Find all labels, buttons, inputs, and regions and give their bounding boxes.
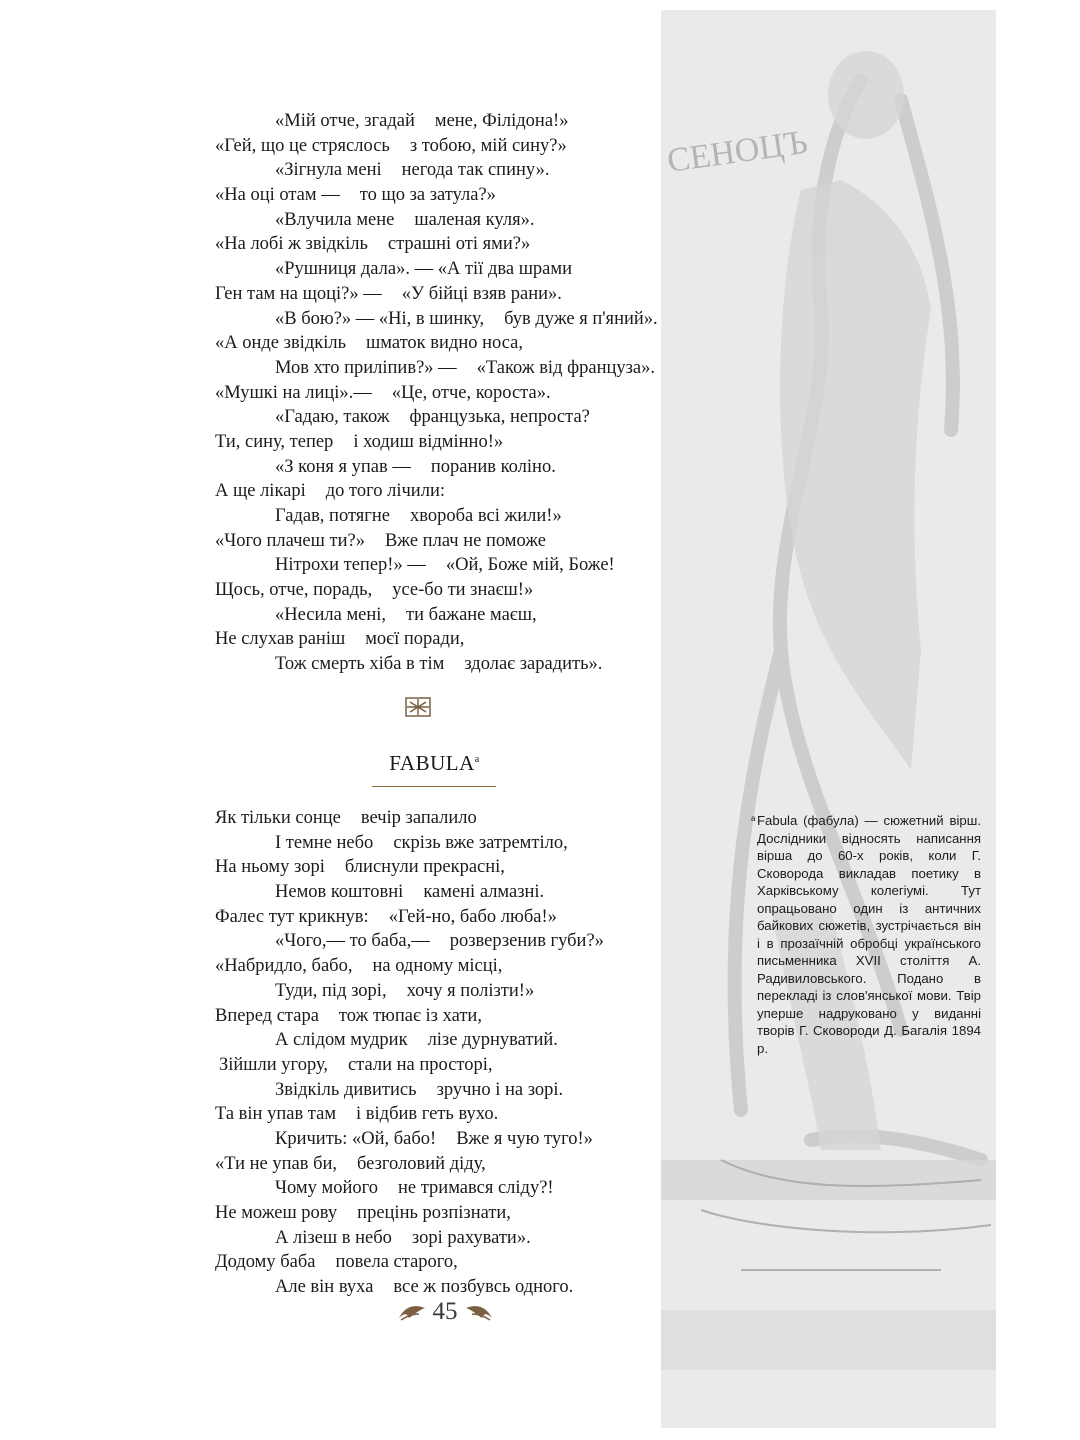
verse-line [215,652,715,677]
verse-segment: Як тільки сонце [215,808,341,828]
verse-segment: був дуже я п'яний». [504,308,658,329]
verse-segment: і ходиш відмінно!» [353,431,504,452]
verse-segment: повела старого, [335,1252,458,1273]
verse-segment: стали на просторі, [347,1054,493,1075]
verse-segment: «Також від француза». [476,357,656,378]
verse-segment: до того лічили: [325,481,445,502]
verse-line [215,880,715,905]
verse-segment: Але він вуха [275,1277,374,1298]
section-title: $FABULA^а$ [389,751,480,775]
verse-segment: усе-бо ти знаєш!» [392,580,534,601]
verse-segment: «Ти не упав би, [215,1153,338,1174]
verse-segment: «Рушниця дала». — «А тії два шрами [275,259,573,280]
verse-line [215,307,715,332]
verse-segment: «Несила мені, [275,604,387,625]
verse-line [215,831,715,856]
verse-segment: то що за затула?» [359,185,496,206]
verse-segment: Додому баба [215,1252,316,1273]
verse-line [215,405,715,430]
verse-line [215,1127,715,1152]
verse-segment: безголовий діду, [357,1153,486,1174]
verse-line [215,553,715,578]
footnote: а Fabula (фабула) — сюжетний вірш. Дослідники відносять написання вірша до 60-х років, коли Г. Сковорода викладав поетику в Харківському колегіумі. Тут опрацьовано один із античних байкових сюжетів, зустрічається він і в прозаїчній обробці українського письменника XVII століття А. Радивиловського. Подано в перекладі із слов'янської мови. Твір уперше надруковано у виданні творів Г. Сковороди Д. Багалія 1894 р. [751,813,981,1056]
verse-segment: «Зігнула мені [275,160,382,181]
verse-segment: «Мій отче, згадай [275,111,415,131]
verse-line [215,603,715,628]
verse-line [215,1152,715,1177]
verse-line [215,455,715,480]
verse-segment: Та він упав там [215,1104,337,1125]
verse-line [215,979,715,1004]
verse-segment: Чому мойого [275,1178,378,1199]
verse-segment: А слідом мудрик [275,1030,408,1051]
verse-segment: прецінь розпізнати, [357,1203,511,1223]
verse-segment: страшні оті ями?» [387,234,531,255]
verse-line [215,806,715,831]
verse-segment: зорі рахувати». [411,1227,531,1248]
verse-segment: Ген там на щоці?» — [215,283,382,304]
verse-segment: Ти, сину, тепер [215,431,334,452]
verse-segment: Щось, отче, порадь, [215,580,373,601]
svg-text:СЕНОЦЪ: СЕНОЦЪ [664,123,810,180]
ornament-icon [404,696,432,718]
verse-segment: Гадав, потягне [275,506,391,526]
verse-segment: «У бійці взяв рани». [401,283,562,304]
verse-segment: хочу я полізти!» [406,980,535,1001]
verse-segment: Вже плач не поможе [384,530,546,551]
page-number [390,1296,500,1328]
title-rule [372,786,496,787]
verse-segment: Звідкіль дивитись [275,1079,417,1100]
verse-segment: А ще лікарі [215,481,306,502]
verse-segment: «Гей, що це стряслось [215,135,390,156]
verse-segment: «Чого плачеш ти?» [215,530,365,551]
verse-segment: Кричить: «Ой, бабо! [275,1128,437,1149]
verse-line [215,627,715,652]
verse-segment: А лізеш в небо [275,1227,392,1248]
verse-segment: Туди, під зорі, [275,980,387,1001]
verse-segment: хвороба всі жили!» [410,506,562,526]
verse-segment: «Набридло, бабо, [215,956,353,977]
verse-segment: з тобою, мій сину?» [409,135,567,156]
verse-segment: розверзенив губи?» [449,931,604,952]
verse-segment: ти бажане маєш, [406,604,537,625]
verse-segment: моєї поради, [365,629,465,650]
verse-segment: Фалес тут крикнув: [215,906,369,927]
verse-segment: і відбив геть вухо. [356,1104,499,1125]
verse-segment: «Гадаю, також [275,407,390,428]
verse-line [215,1250,715,1275]
verse-line [215,183,715,208]
verse-segment: Зійшли угору, [219,1054,328,1075]
verse-line [215,109,715,134]
verse-line [215,1004,715,1029]
verse-segment: «В бою?» — «Ні, в шинку, [275,308,485,329]
verse-line [215,430,715,455]
verse-segment: Нітрохи тепер!» — [275,555,426,576]
verse-segment: «Влучила мене [275,209,395,230]
verse-segment: І темне небо [275,832,374,853]
verse-line [215,1201,715,1226]
verse-segment: «А онде звідкіль [215,333,347,354]
verse-segment: тож тюпає із хати, [338,1005,482,1026]
verse-line [215,578,715,603]
verse-line [215,232,715,257]
verse-line [215,1078,715,1103]
verse-line [215,257,715,282]
verse-segment: «На оці отам — [215,185,340,206]
verse-segment: здолає зарадить». [464,654,603,675]
verse-segment: «Це, отче, короста». [391,382,551,403]
verse-line [215,208,715,233]
verse-line [215,134,715,159]
verse-segment: камені алмазні. [423,882,545,903]
verse-segment: На ньому зорі [215,857,325,878]
verse-line [215,331,715,356]
verse-segment: блиснули прекрасні, [344,857,505,878]
verse-segment: вечір запалило [360,808,477,828]
verse-segment: Не можеш рову [215,1203,338,1223]
verse-segment: «З коня я упав — [275,456,411,477]
verse-line [215,929,715,954]
verse-line [215,954,715,979]
verse-segment: «Чого,— то баба,— [275,931,430,952]
verse-line [215,381,715,406]
verse-line [215,1053,715,1078]
leaf-ornament-right-icon [464,1302,494,1322]
verse-segment: французька, непроста? [409,407,590,428]
verse-line [215,529,715,554]
verse-segment: «На лобі ж звідкіль [215,234,368,255]
verse-line [215,479,715,504]
verse-segment: Вже я чую туго!» [456,1128,593,1149]
verse-line [215,504,715,529]
verse-line [215,1226,715,1251]
verse-segment: Не слухав раніш [215,629,346,650]
verse-segment: Вперед стара [215,1005,319,1026]
verse-segment: Мов хто приліпив?» — [275,357,457,378]
poem-verse-2 [215,806,715,1300]
leaf-ornament-left-icon [397,1302,427,1322]
verse-line [215,855,715,880]
verse-segment: не тримався сліду?! [398,1178,554,1199]
verse-segment: шаленая куля». [414,209,535,230]
verse-line [215,282,715,307]
verse-segment: поранив коліно. [430,456,556,477]
poem-verse-1 [215,109,715,677]
verse-line [215,1028,715,1053]
verse-segment: «Ой, Боже мій, Боже! [445,555,615,576]
page-number-text: 45 [432,1298,458,1325]
verse-segment: Тож смерть хіба в тім [275,654,445,675]
verse-segment: шматок видно носа, [366,333,524,354]
verse-segment: «Гей-но, бабо люба!» [388,906,557,927]
verse-segment: мене, Філідона!» [434,111,569,131]
verse-segment: «Мушкі на лиці».— [215,382,372,403]
verse-segment: на одному місці, [372,956,503,977]
verse-segment: зручно і на зорі. [436,1079,564,1100]
verse-segment: негода так спину». [401,160,550,181]
verse-line [215,158,715,183]
verse-line [215,1176,715,1201]
verse-line [215,356,715,381]
verse-line [215,1102,715,1127]
verse-segment: Немов коштовні [275,882,404,903]
verse-segment: лізе дурнуватий. [427,1030,558,1051]
verse-segment: все ж позбувсь одного. [393,1277,574,1298]
verse-segment: скрізь вже затремтіло, [393,832,568,853]
verse-line [215,905,715,930]
